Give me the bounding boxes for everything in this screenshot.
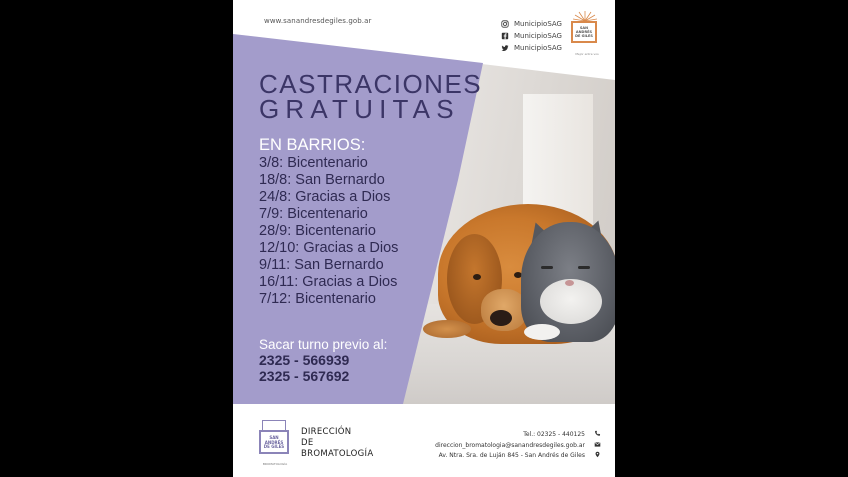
footer	[233, 404, 615, 477]
phone-icon	[594, 430, 601, 437]
title-line-2: GRATUITAS	[259, 94, 460, 124]
date-item: 9/11: San Bernardo	[259, 257, 384, 273]
date-item: 12/10: Gracias a Dios	[259, 240, 399, 256]
date-item: 24/8: Gracias a Dios	[259, 189, 391, 205]
website-link[interactable]: www.sanandresdegiles.gob.ar	[264, 17, 372, 25]
logo-tagline: BROMATOLOGÍA	[262, 462, 288, 466]
instagram-icon	[501, 20, 509, 28]
appointment-label: Sacar turno previo al:	[259, 337, 388, 352]
logo-line: SAN	[269, 435, 279, 440]
contact-info	[435, 430, 585, 462]
social-instagram[interactable]	[501, 18, 562, 30]
contact-icons	[594, 430, 601, 462]
logo-box	[259, 430, 289, 454]
municipality-logo	[569, 8, 601, 58]
bromatologia-logo	[257, 416, 293, 472]
department-line: BROMATOLOGÍA	[301, 449, 374, 459]
location-pin-icon	[594, 451, 601, 458]
phone-number[interactable]: 2325 - 567692	[259, 368, 350, 384]
contact-phone[interactable]: Tel.: 02325 - 440125	[523, 431, 585, 438]
department-line: DE	[301, 438, 314, 448]
phone-number[interactable]: 2325 - 566939	[259, 352, 350, 368]
title-line-1: CASTRACIONES	[259, 69, 483, 99]
twitter-icon	[501, 44, 509, 52]
appointment-phones	[259, 352, 349, 384]
department-name	[301, 427, 373, 460]
contact-address: Av. Ntra. Sra. de Luján 845 - San Andrés de Giles	[438, 452, 585, 459]
dates-list	[259, 155, 398, 308]
facebook-icon	[501, 32, 509, 40]
logo-line: ANDRÉS	[264, 439, 284, 445]
page-title	[259, 69, 483, 124]
date-item: 18/8: San Bernardo	[259, 172, 385, 188]
poster	[233, 0, 615, 477]
date-item: 28/9: Bicentenario	[259, 223, 376, 239]
logo-roof	[262, 420, 286, 430]
date-item: 7/12: Bicentenario	[259, 291, 376, 307]
logo-line: DE GILES	[575, 34, 593, 38]
instagram-handle: MunicipioSAG	[514, 20, 562, 28]
date-item: 16/11: Gracias a Dios	[259, 274, 398, 290]
logo-line: ANDRÉS	[575, 30, 593, 34]
social-twitter[interactable]	[501, 42, 562, 54]
contact-email[interactable]: direccion_bromatologia@sanandresdegiles.gob.ar	[435, 441, 585, 449]
header	[233, 0, 615, 60]
social-links	[501, 18, 562, 54]
logo-box	[571, 21, 597, 43]
logo-tagline: Mejor entre vos	[575, 52, 599, 56]
logo-line: SAN	[579, 26, 589, 30]
date-item: 7/9: Bicentenario	[259, 206, 368, 222]
subtitle: EN BARRIOS:	[259, 136, 366, 154]
date-item: 3/8: Bicentenario	[259, 155, 368, 171]
department-line: DIRECCIÓN	[301, 427, 352, 437]
facebook-handle: MunicipioSAG	[514, 32, 562, 40]
mail-icon	[594, 441, 601, 448]
twitter-handle: MunicipioSAG	[514, 44, 562, 52]
social-facebook[interactable]	[501, 30, 562, 42]
logo-line: DE GILES	[263, 444, 285, 449]
